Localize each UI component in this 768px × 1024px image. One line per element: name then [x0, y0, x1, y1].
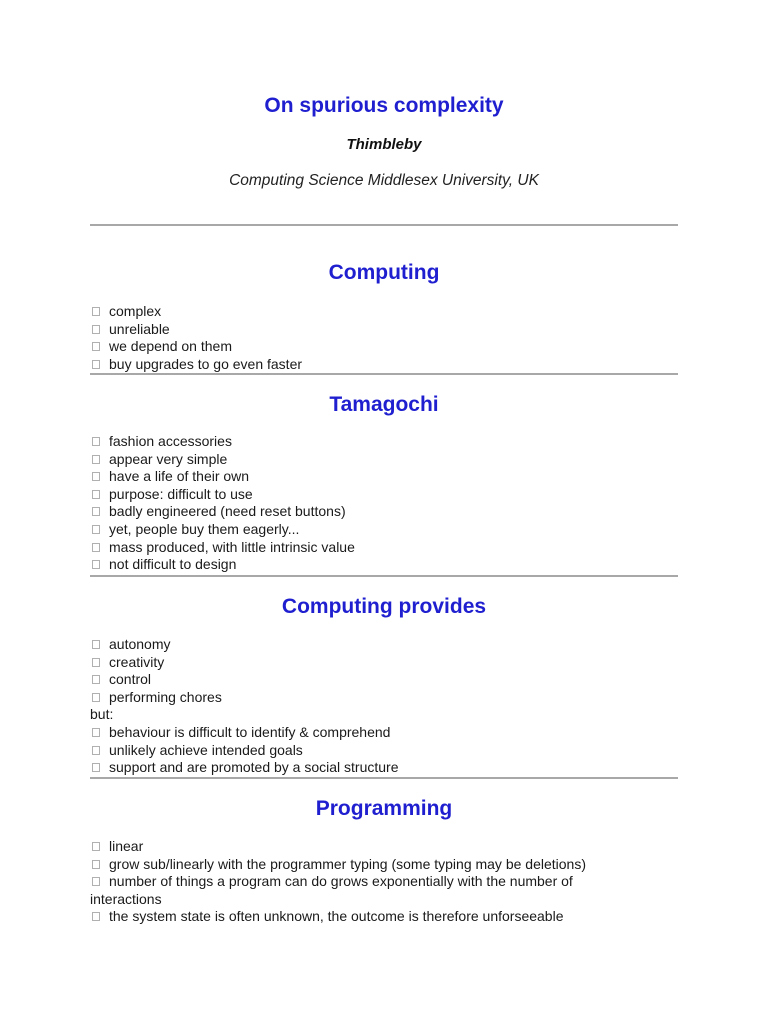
list-item: behaviour is difficult to identify & comprehend: [90, 724, 678, 742]
list-item: the system state is often unknown, the outcome is therefore unforseeable: [90, 908, 678, 926]
list-item: number of things a program can do grows exponentially with the number of: [90, 873, 678, 891]
checkbox-bullet-icon: [92, 860, 100, 869]
section-list-programming: [90, 838, 678, 926]
checkbox-bullet-icon: [92, 763, 100, 772]
document-title: On spurious complexity: [264, 94, 504, 117]
list-item: linear: [90, 838, 678, 856]
section-list-tamagochi: [90, 433, 678, 574]
list-item: yet, people buy them eagerly...: [90, 521, 678, 539]
checkbox-bullet-icon: [92, 658, 100, 667]
list-item: grow sub/linearly with the programmer typing (some typing may be deletions): [90, 856, 678, 874]
divider-rule: [90, 224, 678, 226]
list-item: support and are promoted by a social structure: [90, 759, 678, 777]
checkbox-bullet-icon: [92, 640, 100, 649]
document-author: Thimbleby: [346, 136, 422, 153]
document-affiliation: Computing Science Middlesex University, UK: [229, 172, 539, 189]
list-item: mass produced, with little intrinsic value: [90, 539, 678, 557]
checkbox-bullet-icon: [92, 490, 100, 499]
list-item: purpose: difficult to use: [90, 486, 678, 504]
checkbox-bullet-icon: [92, 472, 100, 481]
checkbox-bullet-icon: [92, 543, 100, 552]
list-item: autonomy: [90, 636, 678, 654]
section-list-computing: [90, 303, 678, 373]
list-item: complex: [90, 303, 678, 321]
checkbox-bullet-icon: [92, 877, 100, 886]
list-item: unreliable: [90, 321, 678, 339]
list-item: creativity: [90, 654, 678, 672]
section-heading-programming: Programming: [315, 797, 453, 820]
checkbox-bullet-icon: [92, 342, 100, 351]
section-heading-computing: Computing: [328, 261, 440, 284]
divider-rule: [90, 777, 678, 779]
list-item: not difficult to design: [90, 556, 678, 574]
section-heading-computing-provides: Computing provides: [281, 595, 487, 618]
checkbox-bullet-icon: [92, 560, 100, 569]
checkbox-bullet-icon: [92, 728, 100, 737]
checkbox-bullet-icon: [92, 746, 100, 755]
divider-rule: [90, 373, 678, 375]
list-item: fashion accessories: [90, 433, 678, 451]
checkbox-bullet-icon: [92, 360, 100, 369]
list-item: unlikely achieve intended goals: [90, 742, 678, 760]
list-item: have a life of their own: [90, 468, 678, 486]
list-item: we depend on them: [90, 338, 678, 356]
section-list-computing-provides: [90, 636, 678, 777]
list-item: performing chores: [90, 689, 678, 707]
list-item: badly engineered (need reset buttons): [90, 503, 678, 521]
list-text-but: but:: [90, 706, 114, 723]
checkbox-bullet-icon: [92, 325, 100, 334]
divider-rule: [90, 575, 678, 577]
section-heading-tamagochi: Tamagochi: [329, 393, 439, 416]
checkbox-bullet-icon: [92, 693, 100, 702]
list-item: control: [90, 671, 678, 689]
checkbox-bullet-icon: [92, 437, 100, 446]
checkbox-bullet-icon: [92, 307, 100, 316]
list-item: buy upgrades to go even faster: [90, 356, 678, 374]
checkbox-bullet-icon: [92, 525, 100, 534]
checkbox-bullet-icon: [92, 675, 100, 684]
checkbox-bullet-icon: [92, 455, 100, 464]
checkbox-bullet-icon: [92, 912, 100, 921]
list-text-continuation: interactions: [90, 890, 162, 907]
checkbox-bullet-icon: [92, 842, 100, 851]
checkbox-bullet-icon: [92, 507, 100, 516]
list-item: appear very simple: [90, 451, 678, 469]
